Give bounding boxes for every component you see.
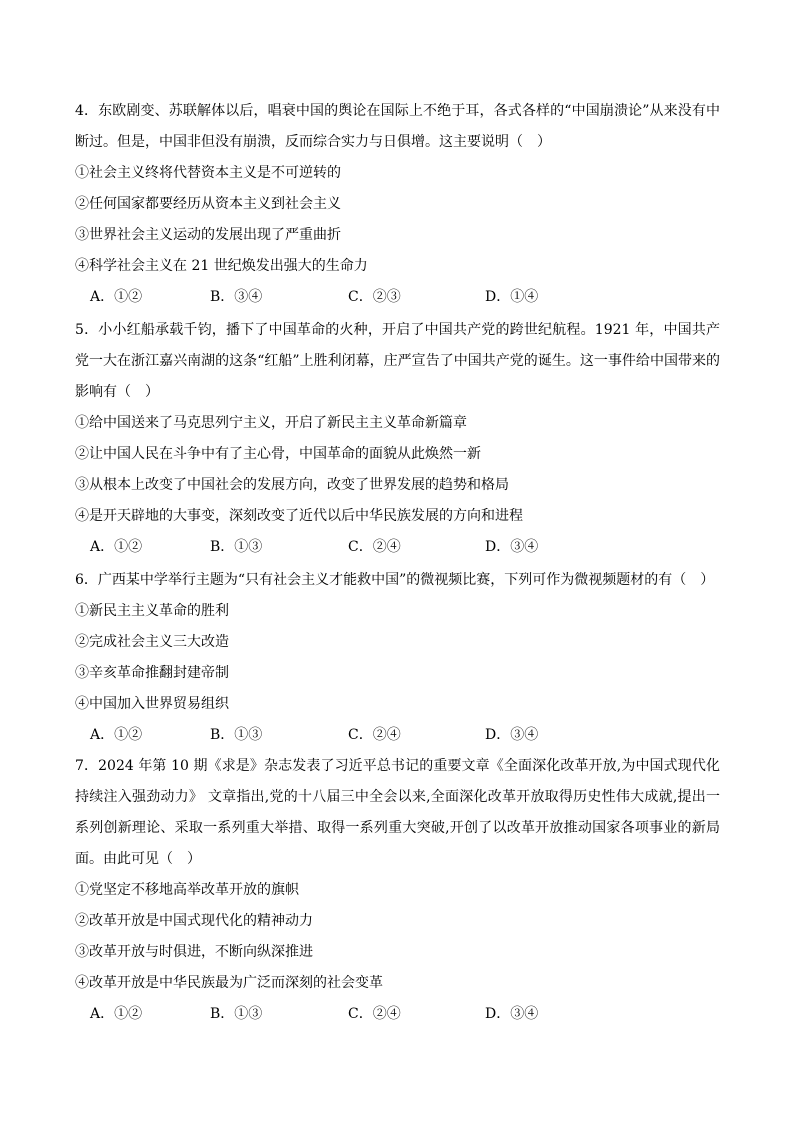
question-stem: 4．东欧剧变、苏联解体以后，唱衰中国的舆论在国际上不绝于耳，各式各样的“中国崩溃论”从来没有中断过。但是，中国非但没有崩溃，反而综合实力与日俱增。这主要说明（ ） xyxy=(75,103,720,150)
choice-d[interactable]: D．③④ xyxy=(485,539,539,555)
statement-4: ④科学社会主义在 21 世纪焕发出强大的生命力 xyxy=(75,258,368,274)
choice-c[interactable]: C．②④ xyxy=(348,1006,401,1022)
question-4 xyxy=(75,96,720,313)
statement-2: ②让中国人民在斗争中有了主心骨，中国革命的面貌从此焕然一新 xyxy=(75,446,481,462)
answer-choices xyxy=(75,999,720,1030)
statement-1: ①党坚定不移地高举改革开放的旗帜 xyxy=(75,882,299,898)
statement-2: ②完成社会主义三大改造 xyxy=(75,634,229,650)
question-7 xyxy=(75,751,720,1030)
choice-a[interactable]: A．①② xyxy=(90,289,143,305)
statement-2: ②改革开放是中国式现代化的精神动力 xyxy=(75,913,313,929)
choice-b[interactable]: B．③④ xyxy=(210,289,263,305)
question-5 xyxy=(75,315,720,563)
choice-b[interactable]: B．①③ xyxy=(210,1006,263,1022)
statement-1: ①社会主义终将代替资本主义是不可逆转的 xyxy=(75,165,341,181)
statement-3: ③从根本上改变了中国社会的发展方向，改变了世界发展的趋势和格局 xyxy=(75,477,509,493)
statement-4: ④改革开放是中华民族最为广泛而深刻的社会变革 xyxy=(75,975,383,991)
statement-2: ②任何国家都要经历从资本主义到社会主义 xyxy=(75,196,341,212)
choice-b[interactable]: B．①③ xyxy=(210,727,263,743)
choice-c[interactable]: C．②④ xyxy=(348,539,401,555)
question-stem: 7．2024 年第 10 期《求是》杂志发表了习近平总书记的重要文章《全面深化改革开放,为中国式现代化持续注入强劲动力》 文章指出,党的十八届三中全会以来,全面深化改革开放取得历史性伟大成就,提出一系列创新理论、采取一系列重大举措、取得一系列重大突破,开创了以改革开放推动国家各项事业的新局面。由此可见（ ） xyxy=(75,758,720,867)
choice-a[interactable]: A．①② xyxy=(90,727,143,743)
statement-3: ③改革开放与时俱进，不断向纵深推进 xyxy=(75,944,313,960)
choice-a[interactable]: A．①② xyxy=(90,539,143,555)
question-stem: 5．小小红船承载千钧，播下了中国革命的火种，开启了中国共产党的跨世纪航程。1921 年，中国共产党一大在浙江嘉兴南湖的这条“红船”上胜利闭幕，庄严宣告了中国共产党的诞生。这一事件给中国带来的影响有（ ） xyxy=(75,322,720,400)
statement-1: ①新民主主义革命的胜利 xyxy=(75,603,229,619)
question-6 xyxy=(75,565,720,751)
choice-d[interactable]: D．①④ xyxy=(485,289,539,305)
statement-4: ④中国加入世界贸易组织 xyxy=(75,696,229,712)
choice-d[interactable]: D．③④ xyxy=(485,727,539,743)
choice-c[interactable]: C．②④ xyxy=(348,727,401,743)
answer-choices xyxy=(75,532,720,563)
statement-3: ③辛亥革命推翻封建帝制 xyxy=(75,665,229,681)
answer-choices xyxy=(75,720,720,751)
statement-3: ③世界社会主义运动的发展出现了严重曲折 xyxy=(75,227,341,243)
choice-a[interactable]: A．①② xyxy=(90,1006,143,1022)
statement-4: ④是开天辟地的大事变，深刻改变了近代以后中华民族发展的方向和进程 xyxy=(75,508,523,524)
statement-1: ①给中国送来了马克思列宁主义，开启了新民主主义革命新篇章 xyxy=(75,415,467,431)
choice-c[interactable]: C．②③ xyxy=(348,289,401,305)
choice-b[interactable]: B．①③ xyxy=(210,539,263,555)
question-stem: 6．广西某中学举行主题为“只有社会主义才能救中国”的微视频比赛，下列可作为微视频题材的有（ ） xyxy=(75,572,715,588)
answer-choices xyxy=(75,282,720,313)
choice-d[interactable]: D．③④ xyxy=(485,1006,539,1022)
